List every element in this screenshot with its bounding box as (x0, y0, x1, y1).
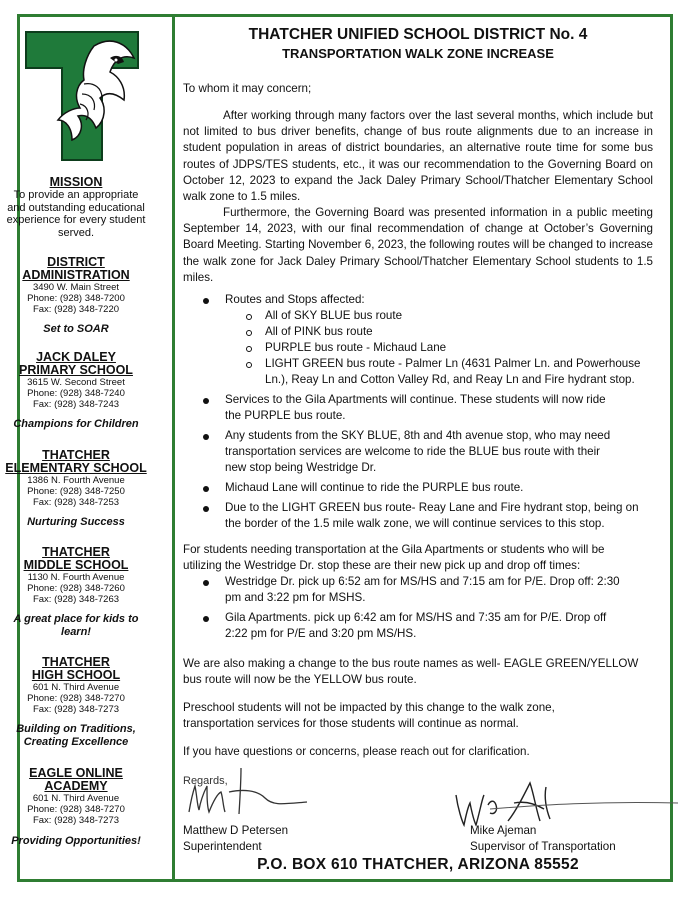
middle-fax: Fax: (928) 348-7263 (32, 594, 120, 605)
middle-motto: learn! (61, 626, 91, 638)
high-address: 601 N. Third Avenue (32, 682, 120, 693)
middle-motto: A great place for kids to (13, 613, 139, 625)
bullet-dot (203, 398, 209, 404)
bullet-westridge-times-cont: pm and 3:22 pm for MSHS. (225, 591, 366, 604)
high-title: HIGH SCHOOL (31, 668, 121, 682)
district-block (0, 256, 152, 336)
bullet-gila-services-cont: the PURPLE bus route. (225, 409, 346, 422)
middle-block (0, 546, 152, 639)
bullet-dot (203, 506, 209, 512)
bullet-sky-blue-students: Any students from the SKY BLUE, 8th and 4th avenue stop, who may need (225, 429, 611, 442)
thatcher-eagle-logo (22, 28, 142, 164)
high-motto: Creating Excellence (23, 736, 129, 748)
elementary-address: 1386 N. Fourth Avenue (27, 475, 125, 486)
bullet-light-green-stop: Due to the LIGHT GREEN bus route- Reay Lane and Fire hydrant stop, being on (225, 501, 639, 514)
bullet-gila-services: Services to the Gila Apartments will continue. These students will now ride (225, 393, 606, 406)
bullet-sky-blue-students-cont: new stop being Westridge Dr. (225, 461, 377, 474)
eagle-fax: Fax: (928) 348-7273 (32, 815, 120, 826)
high-block (0, 656, 152, 749)
footer-address: P.O. BOX 610 THATCHER, ARIZONA 85552 (257, 856, 579, 873)
bullet-sky-blue-students-cont: transportation services are welcome to ride the BLUE bus route with their (225, 445, 601, 458)
paragraph-3-cont: utilizing the Westridge Dr. stop these are their new pick up and drop off times: (183, 559, 581, 572)
jackdaley-motto: Champions for Children (13, 418, 139, 430)
elementary-title: ELEMENTARY SCHOOL (5, 461, 147, 475)
eagle-title: ACADEMY (44, 779, 108, 793)
elementary-title: THATCHER (42, 448, 110, 462)
sub-bullet-circle (246, 314, 252, 320)
letter-subject: TRANSPORTATION WALK ZONE INCREASE (282, 46, 554, 61)
mission-block (0, 176, 152, 239)
mission-title: MISSION (49, 175, 103, 189)
sub-bullet-light-green-cont: Ln.), Reay Ln and Cotton Valley Rd, and Reay Ln and Fire hydrant stop. (265, 373, 635, 386)
supervisor-title: Supervisor of Transportation (470, 840, 616, 853)
mission-line: and outstanding educational (7, 201, 145, 214)
eagle-address: 601 N. Third Avenue (32, 793, 120, 804)
eagle-block (0, 767, 152, 848)
bullet-gila-times-cont: 2:22 pm for P/E and 3:20 pm MS/HS. (225, 627, 417, 640)
bullet-routes-affected: Routes and Stops affected: (225, 293, 365, 306)
district-title: ADMINISTRATION (22, 268, 130, 282)
high-motto: Building on Traditions, (16, 723, 136, 735)
paragraph-5-cont: transportation services for those students will continue as normal. (183, 717, 519, 730)
paragraph-1: After working through many factors over the last several months, which include but not limited to bus driver benefits, change of bus route alignments due to an increase in student population in areas of district boundaries, an alternative route time for some bus routes of JDPS/TES students, etc., it was our recommendation to the Governing Board on October 12, 2023 to expand the Jack Daley Primary School/Thatcher Elementary School walk zone to 1.5 miles. (183, 109, 653, 204)
sub-bullet-circle (246, 346, 252, 352)
district-heading: THATCHER UNIFIED SCHOOL DISTRICT No. 4 (248, 26, 588, 43)
district-title: DISTRICT (47, 255, 105, 269)
jackdaley-block (0, 351, 152, 431)
sub-bullet-purple: PURPLE bus route - Michaud Lane (265, 341, 447, 354)
elementary-motto: Nurturing Success (27, 516, 125, 528)
eagle-phone: Phone: (928) 348-7270 (27, 804, 125, 815)
superintendent-title: Superintendent (183, 840, 262, 853)
bullet-gila-times: Gila Apartments. pick up 6:42 am for MS/HS and 7:35 am for P/E. Drop off (225, 611, 607, 624)
district-phone: Phone: (928) 348-7200 (27, 293, 125, 304)
supervisor-name: Mike Ajeman (470, 824, 537, 837)
eagle-title: EAGLE ONLINE (29, 766, 123, 780)
sub-bullet-light-green: LIGHT GREEN bus route - Palmer Ln (4631 Palmer Ln. and Powerhouse (265, 357, 641, 370)
high-phone: Phone: (928) 348-7270 (27, 693, 125, 704)
jackdaley-fax: Fax: (928) 348-7243 (32, 399, 120, 410)
mission-line: To provide an appropriate (13, 189, 139, 201)
bullet-dot (203, 298, 209, 304)
high-title: THATCHER (42, 655, 110, 669)
bullet-westridge-times: Westridge Dr. pick up 6:52 am for MS/HS and 7:15 am for P/E. Drop off: 2:30 (225, 575, 620, 588)
district-address: 3490 W. Main Street (32, 282, 120, 293)
bullet-dot (203, 580, 209, 586)
high-fax: Fax: (928) 348-7273 (32, 704, 120, 715)
sidebar-divider (172, 17, 175, 879)
mission-line: served. (57, 226, 95, 239)
bullet-dot (203, 616, 209, 622)
sub-bullet-circle (246, 330, 252, 336)
salutation: To whom it may concern; (183, 82, 312, 95)
paragraph-2: Furthermore, the Governing Board was presented information in a public meeting September 14, 2023, with our final recommendation of change at October’s Governing Board Meeting. Starting November 6, 2023, the following routes will be changed to increase the walk zone for Jack Daley Primary School/Thatcher Elementary School students to 1.5 miles. (183, 206, 653, 284)
paragraph-5: Preschool students will not be impacted by this change to the walk zone, (183, 701, 555, 714)
paragraph-6: If you have questions or concerns, please reach out for clarification. (183, 745, 530, 758)
bullet-light-green-stop-cont: the border of the 1.5 mile walk zone, we will continue services to this stop. (225, 517, 605, 530)
sub-bullet-sky-blue: All of SKY BLUE bus route (265, 309, 403, 322)
middle-phone: Phone: (928) 348-7260 (27, 583, 125, 594)
district-motto: Set to SOAR (43, 323, 109, 335)
middle-title: THATCHER (42, 545, 110, 559)
superintendent-name: Matthew D Petersen (183, 824, 289, 837)
elementary-phone: Phone: (928) 348-7250 (27, 486, 125, 497)
middle-title: MIDDLE SCHOOL (23, 558, 129, 572)
mission-line: experience for every student (6, 214, 146, 226)
jackdaley-title: PRIMARY SCHOOL (19, 363, 133, 377)
regards: Regards, (183, 775, 228, 787)
sub-bullet-circle (246, 362, 252, 368)
superintendent-signature (183, 762, 313, 824)
jackdaley-phone: Phone: (928) 348-7240 (27, 388, 125, 399)
middle-address: 1130 N. Fourth Avenue (27, 572, 125, 583)
elementary-block (0, 449, 152, 529)
bullet-michaud-lane: Michaud Lane will continue to ride the PURPLE bus route. (225, 481, 524, 494)
elementary-fax: Fax: (928) 348-7253 (32, 497, 120, 508)
district-fax: Fax: (928) 348-7220 (32, 304, 120, 315)
jackdaley-address: 3615 W. Second Street (27, 377, 125, 388)
jackdaley-title: JACK DALEY (36, 350, 116, 364)
paragraph-3: For students needing transportation at the Gila Apartments or students who will be (183, 543, 605, 556)
bullet-dot (203, 434, 209, 440)
paragraph-4-cont: bus route will now be the YELLOW bus route. (183, 673, 417, 686)
sub-bullet-pink: All of PINK bus route (265, 325, 373, 338)
transportation-supervisor-signature (450, 775, 680, 830)
eagle-motto: Providing Opportunities! (11, 835, 141, 847)
bullet-dot (203, 486, 209, 492)
paragraph-4: We are also making a change to the bus route names as well- EAGLE GREEN/YELLOW (183, 657, 639, 670)
